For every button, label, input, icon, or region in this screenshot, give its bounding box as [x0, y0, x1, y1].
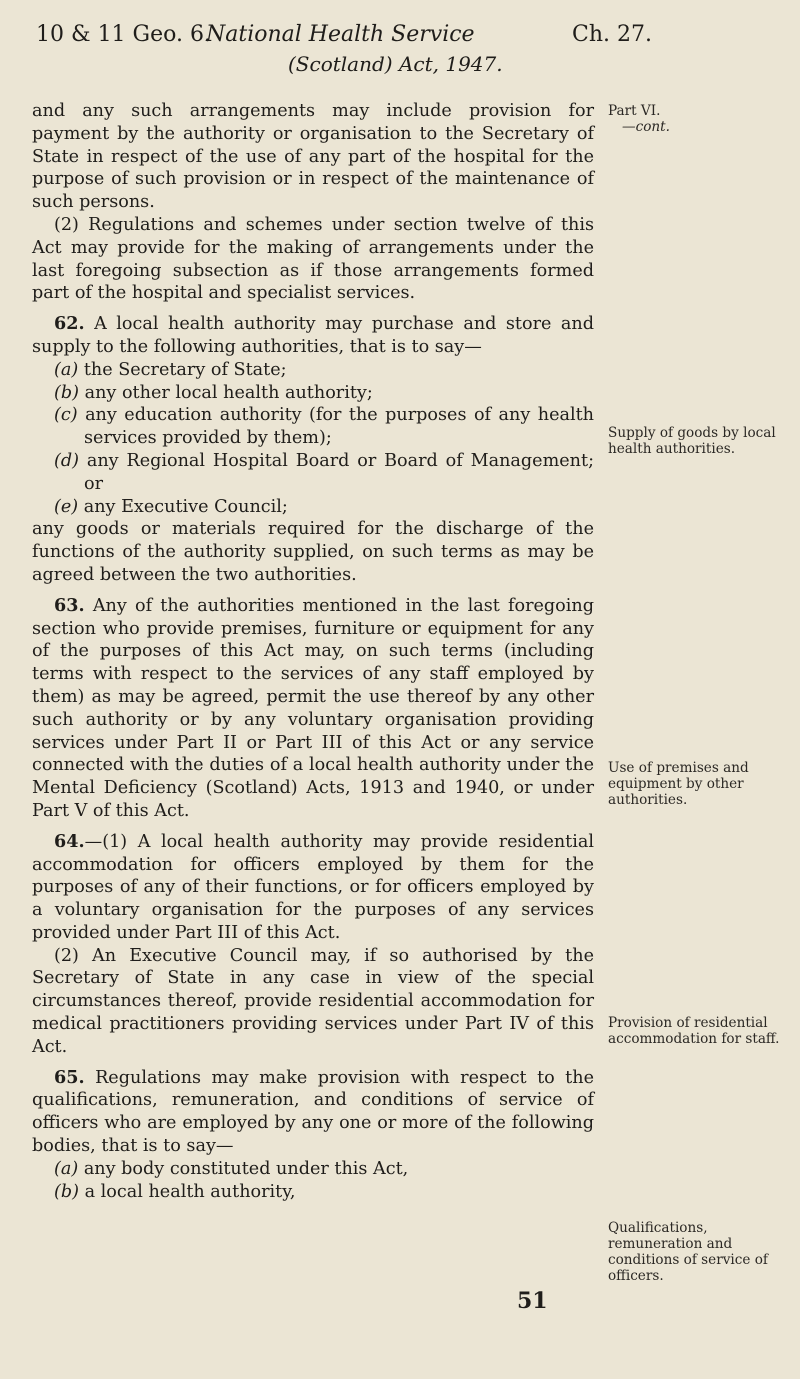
section-65-item-a: (a) any body constituted under this Act, [54, 1158, 409, 1179]
regnal-year: 10 & 11 Geo. 6. [36, 22, 211, 47]
section-65 [32, 1067, 594, 1158]
continued-paragraph: and any such arrangements may include provision for payment by the authority or organisation to the Secretary of State in respect of the use of any part of the hospital for the purpose of such provision or in respect of the maintenance of such persons. [32, 101, 594, 213]
margin-note-62: Supply of goods by local health authorities. [608, 425, 776, 457]
section-62 [32, 313, 594, 359]
margin-note-64: Provision of residential accommodation for staff. [608, 1015, 780, 1047]
subsection-2: (2) Regulations and schemes under section twelve of this Act may provide for the making of arrangements under the last foregoing subsection as if those arrangements formed part of the hospital and specialist services. [32, 214, 594, 304]
section-65-item-b: (b) a local health authority, [54, 1181, 296, 1202]
section-63-number: 63. [54, 594, 85, 616]
section-63-text: Any of the authorities mentioned in the last foregoing section who provide premises, furniture or equipment for any of the purposes of this Act may, on such terms (including terms with respect to the services of any staff employed by them) as may be agreed, permit the use thereof by any other such authority or by any voluntary organisation providing services under Part II or Part III of this Act or any service connected with the duties of a local health authority under the Mental Deficiency (Scotland) Acts, 1913 and 1940, or under Part V of this Act. [32, 595, 594, 821]
margin-note-65: Qualifications, remuneration and conditions of service of officers. [608, 1220, 768, 1284]
section-64-2: (2) An Executive Council may, if so authorised by the Secretary of State in any case in view of the special circumstances thereof, provide residential accommodation for medical practitioners providing services under Part IV of this Act. [32, 945, 594, 1057]
margin-note-63: Use of premises and equipment by other authorities. [608, 760, 749, 808]
section-64-number: 64. [54, 830, 85, 852]
section-62-intro: A local health authority may purchase and store and supply to the following authorities, that is to say— [32, 314, 594, 357]
section-62-item-c: (c) any education authority (for the purposes of any health services provided by them); [54, 405, 594, 449]
section-62-tail: any goods or materials required for the discharge of the functions of the authority supplied, on such terms as may be agreed between the two authorities. [32, 519, 594, 585]
act-title: National Health Service [206, 22, 475, 47]
running-header [0, 22, 800, 82]
main-text [32, 100, 594, 1203]
chapter-number: Ch. 27. [572, 22, 652, 47]
section-63 [32, 595, 594, 823]
section-64-1-text: —(1) A local health authority may provide residential accommodation for officers employed by them for the purposes of any of their functions, or for officers employed by a voluntary organisation for the purposes of any services provided under Part III of this Act. [32, 831, 594, 943]
section-62-item-e: (e) any Executive Council; [54, 496, 288, 517]
section-62-item-a: (a) the Secretary of State; [54, 359, 287, 380]
section-65-text: Regulations may make provision with respect to the qualifications, remuneration, and conditions of service of officers who are employed by any one or more of the following bodies, that is to say— [32, 1067, 594, 1157]
section-65-number: 65. [54, 1066, 85, 1088]
section-62-number: 62. [54, 313, 85, 335]
section-62-item-b: (b) any other local health authority; [54, 382, 373, 403]
act-subtitle: (Scotland) Act, 1947. [288, 52, 503, 76]
section-64-1 [32, 831, 594, 945]
section-62-item-d: (d) any Regional Hospital Board or Board of Management; or [54, 450, 594, 494]
page-number: 51 [517, 1288, 548, 1314]
margin-note-part: Part VI. —cont. [608, 103, 670, 135]
